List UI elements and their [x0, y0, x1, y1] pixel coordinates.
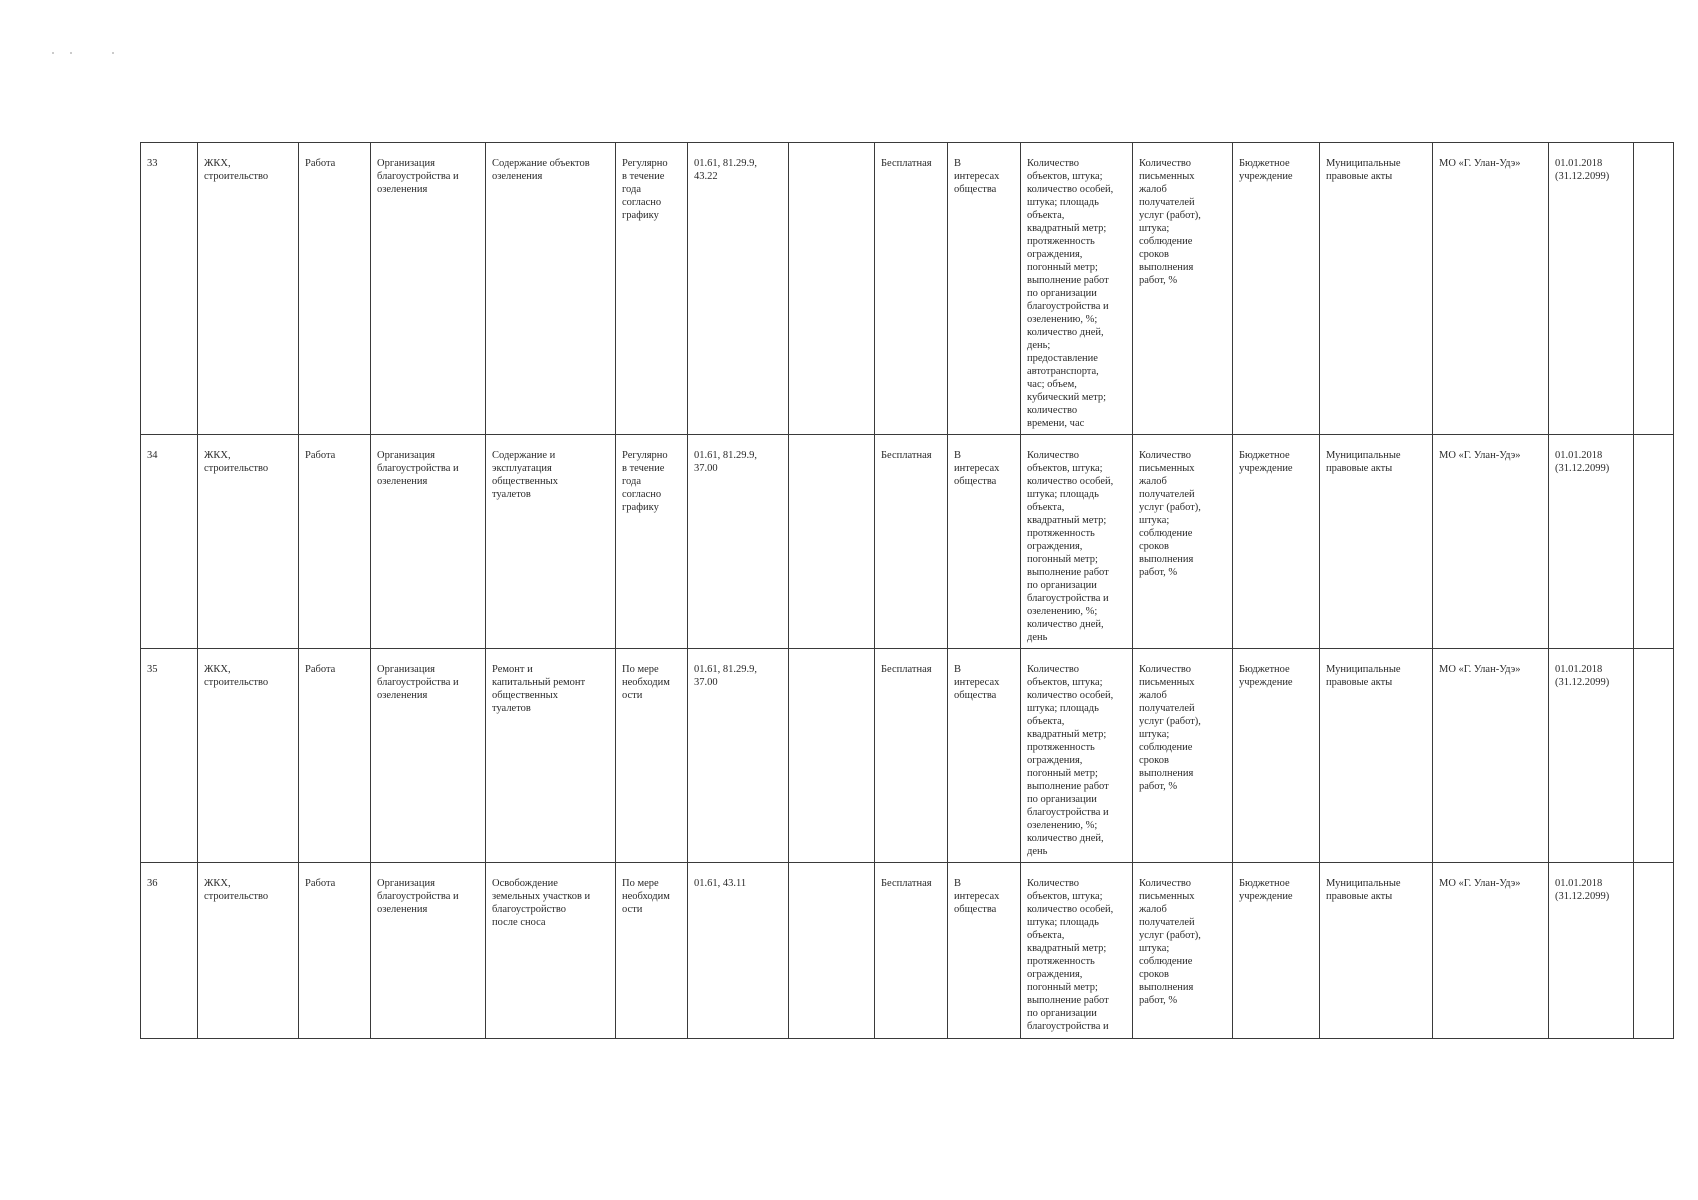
kind-text: Работа [305, 878, 336, 889]
row-number-text: 36 [147, 878, 158, 889]
service-name-text: Освобождение земельных участков и благоустройство после сноса [492, 878, 591, 928]
okved-codes-text: 01.61, 81.29.9, 37.00 [694, 664, 757, 688]
volume-indicators-text: Количество объектов, штука; количество особей, штука; площадь объекта, квадратный метр; протяженность ограждения, погонный метр; выполнение работ по организации благоустройства и озеленению, %; количество дней, день [1027, 664, 1114, 857]
dates-text: 01.01.2018 (31.12.2099) [1555, 450, 1610, 474]
kind-cell [299, 435, 371, 649]
empty-cell [1634, 435, 1674, 649]
interest-cell [948, 143, 1021, 435]
owner-text: МО «Г. Улан-Удэ» [1439, 158, 1521, 169]
quality-indicators-cell [1133, 143, 1233, 435]
sector-text: ЖКХ, строительство [204, 878, 269, 902]
sector-text: ЖКХ, строительство [204, 158, 269, 182]
empty-cell [1634, 863, 1674, 1039]
payment-cell [875, 863, 948, 1039]
service-name-text: Содержание объектов озеленения [492, 158, 590, 182]
institution-type-cell [1233, 143, 1320, 435]
payment-text: Бесплатная [881, 878, 932, 889]
legal-acts-text: Муниципальные правовые акты [1326, 664, 1401, 688]
payment-cell [875, 649, 948, 863]
quality-indicators-text: Количество письменных жалоб получателей услуг (работ), штука; соблюдение сроков выполнения работ, % [1139, 878, 1201, 1006]
sector-cell [198, 863, 299, 1039]
periodicity-text: Регулярно в течение года согласно графику [622, 450, 668, 513]
sector-cell [198, 435, 299, 649]
institution-type-text: Бюджетное учреждение [1239, 878, 1293, 902]
legal-acts-text: Муниципальные правовые акты [1326, 878, 1401, 902]
periodicity-cell [616, 143, 688, 435]
empty-cell [1634, 143, 1674, 435]
owner-text: МО «Г. Улан-Удэ» [1439, 450, 1521, 461]
interest-text: В интересах общества [954, 664, 1000, 701]
volume-indicators-cell [1021, 649, 1133, 863]
institution-type-cell [1233, 863, 1320, 1039]
okved-codes-cell [688, 863, 789, 1039]
dates-cell [1549, 863, 1634, 1039]
legal-acts-cell [1320, 435, 1433, 649]
sector-text: ЖКХ, строительство [204, 664, 269, 688]
volume-indicators-text: Количество объектов, штука; количество особей, штука; площадь объекта, квадратный метр; протяженность ограждения, погонный метр; выполнение работ по организации благоустройства и [1027, 878, 1114, 1032]
legal-acts-cell [1320, 649, 1433, 863]
kind-text: Работа [305, 158, 336, 169]
activity-text: Организация благоустройства и озеленения [377, 664, 459, 701]
empty-cell [789, 435, 875, 649]
periodicity-text: Регулярно в течение года согласно графику [622, 158, 668, 221]
activity-text: Организация благоустройства и озеленения [377, 158, 459, 195]
institution-type-text: Бюджетное учреждение [1239, 158, 1293, 182]
row-number-cell [141, 143, 198, 435]
kind-cell [299, 863, 371, 1039]
kind-cell [299, 649, 371, 863]
volume-indicators-cell [1021, 435, 1133, 649]
owner-text: МО «Г. Улан-Удэ» [1439, 878, 1521, 889]
okved-codes-text: 01.61, 43.11 [694, 878, 747, 889]
okved-codes-cell [688, 649, 789, 863]
owner-text: МО «Г. Улан-Удэ» [1439, 664, 1521, 675]
row-number-text: 35 [147, 664, 158, 675]
service-name-cell [486, 649, 616, 863]
registry-table [140, 142, 1674, 1039]
dates-text: 01.01.2018 (31.12.2099) [1555, 878, 1610, 902]
okved-codes-cell [688, 143, 789, 435]
payment-text: Бесплатная [881, 664, 932, 675]
interest-text: В интересах общества [954, 878, 1000, 915]
table-row [141, 143, 1674, 435]
sector-cell [198, 143, 299, 435]
periodicity-cell [616, 435, 688, 649]
activity-cell [371, 649, 486, 863]
row-number-text: 33 [147, 158, 158, 169]
table-body [141, 143, 1674, 1039]
legal-acts-text: Муниципальные правовые акты [1326, 450, 1401, 474]
kind-text: Работа [305, 664, 336, 675]
okved-codes-text: 01.61, 81.29.9, 37.00 [694, 450, 757, 474]
owner-cell [1433, 143, 1549, 435]
table-row [141, 863, 1674, 1039]
legal-acts-cell [1320, 143, 1433, 435]
payment-text: Бесплатная [881, 450, 932, 461]
legal-acts-text: Муниципальные правовые акты [1326, 158, 1401, 182]
scan-artifact [52, 52, 122, 58]
empty-cell [789, 649, 875, 863]
empty-cell [789, 143, 875, 435]
volume-indicators-cell [1021, 143, 1133, 435]
payment-text: Бесплатная [881, 158, 932, 169]
activity-cell [371, 143, 486, 435]
volume-indicators-text: Количество объектов, штука; количество особей, штука; площадь объекта, квадратный метр; протяженность ограждения, погонный метр; выполнение работ по организации благоустройства и озеленению, %; количество дней, день; предоставление автотранспорта, час; объем, кубический метр; количество времени, час [1027, 158, 1114, 429]
sector-text: ЖКХ, строительство [204, 450, 269, 474]
okved-codes-text: 01.61, 81.29.9, 43.22 [694, 158, 757, 182]
interest-cell [948, 863, 1021, 1039]
institution-type-text: Бюджетное учреждение [1239, 664, 1293, 688]
institution-type-cell [1233, 435, 1320, 649]
volume-indicators-cell [1021, 863, 1133, 1039]
interest-text: В интересах общества [954, 450, 1000, 487]
row-number-text: 34 [147, 450, 158, 461]
legal-acts-cell [1320, 863, 1433, 1039]
kind-text: Работа [305, 450, 336, 461]
institution-type-text: Бюджетное учреждение [1239, 450, 1293, 474]
periodicity-cell [616, 863, 688, 1039]
periodicity-text: По мере необходим ости [622, 878, 670, 915]
owner-cell [1433, 863, 1549, 1039]
payment-cell [875, 143, 948, 435]
empty-cell [789, 863, 875, 1039]
quality-indicators-text: Количество письменных жалоб получателей услуг (работ), штука; соблюдение сроков выполнения работ, % [1139, 158, 1201, 286]
quality-indicators-cell [1133, 435, 1233, 649]
row-number-cell [141, 435, 198, 649]
table-row [141, 435, 1674, 649]
service-name-text: Ремонт и капитальный ремонт общественных туалетов [492, 664, 586, 714]
quality-indicators-cell [1133, 649, 1233, 863]
service-name-cell [486, 863, 616, 1039]
okved-codes-cell [688, 435, 789, 649]
row-number-cell [141, 649, 198, 863]
activity-cell [371, 435, 486, 649]
quality-indicators-cell [1133, 863, 1233, 1039]
activity-text: Организация благоустройства и озеленения [377, 878, 459, 915]
kind-cell [299, 143, 371, 435]
sector-cell [198, 649, 299, 863]
payment-cell [875, 435, 948, 649]
quality-indicators-text: Количество письменных жалоб получателей услуг (работ), штука; соблюдение сроков выполнения работ, % [1139, 664, 1201, 792]
activity-cell [371, 863, 486, 1039]
volume-indicators-text: Количество объектов, штука; количество особей, штука; площадь объекта, квадратный метр; протяженность ограждения, погонный метр; выполнение работ по организации благоустройства и озеленению, %; количество дней, день [1027, 450, 1114, 643]
dates-cell [1549, 435, 1634, 649]
owner-cell [1433, 435, 1549, 649]
service-name-cell [486, 435, 616, 649]
empty-cell [1634, 649, 1674, 863]
service-name-text: Содержание и эксплуатация общественных туалетов [492, 450, 558, 500]
interest-text: В интересах общества [954, 158, 1000, 195]
activity-text: Организация благоустройства и озеленения [377, 450, 459, 487]
interest-cell [948, 435, 1021, 649]
service-name-cell [486, 143, 616, 435]
institution-type-cell [1233, 649, 1320, 863]
quality-indicators-text: Количество письменных жалоб получателей услуг (работ), штука; соблюдение сроков выполнения работ, % [1139, 450, 1201, 578]
dates-cell [1549, 143, 1634, 435]
dates-text: 01.01.2018 (31.12.2099) [1555, 664, 1610, 688]
dates-cell [1549, 649, 1634, 863]
interest-cell [948, 649, 1021, 863]
owner-cell [1433, 649, 1549, 863]
row-number-cell [141, 863, 198, 1039]
periodicity-text: По мере необходим ости [622, 664, 670, 701]
periodicity-cell [616, 649, 688, 863]
dates-text: 01.01.2018 (31.12.2099) [1555, 158, 1610, 182]
table-row [141, 649, 1674, 863]
